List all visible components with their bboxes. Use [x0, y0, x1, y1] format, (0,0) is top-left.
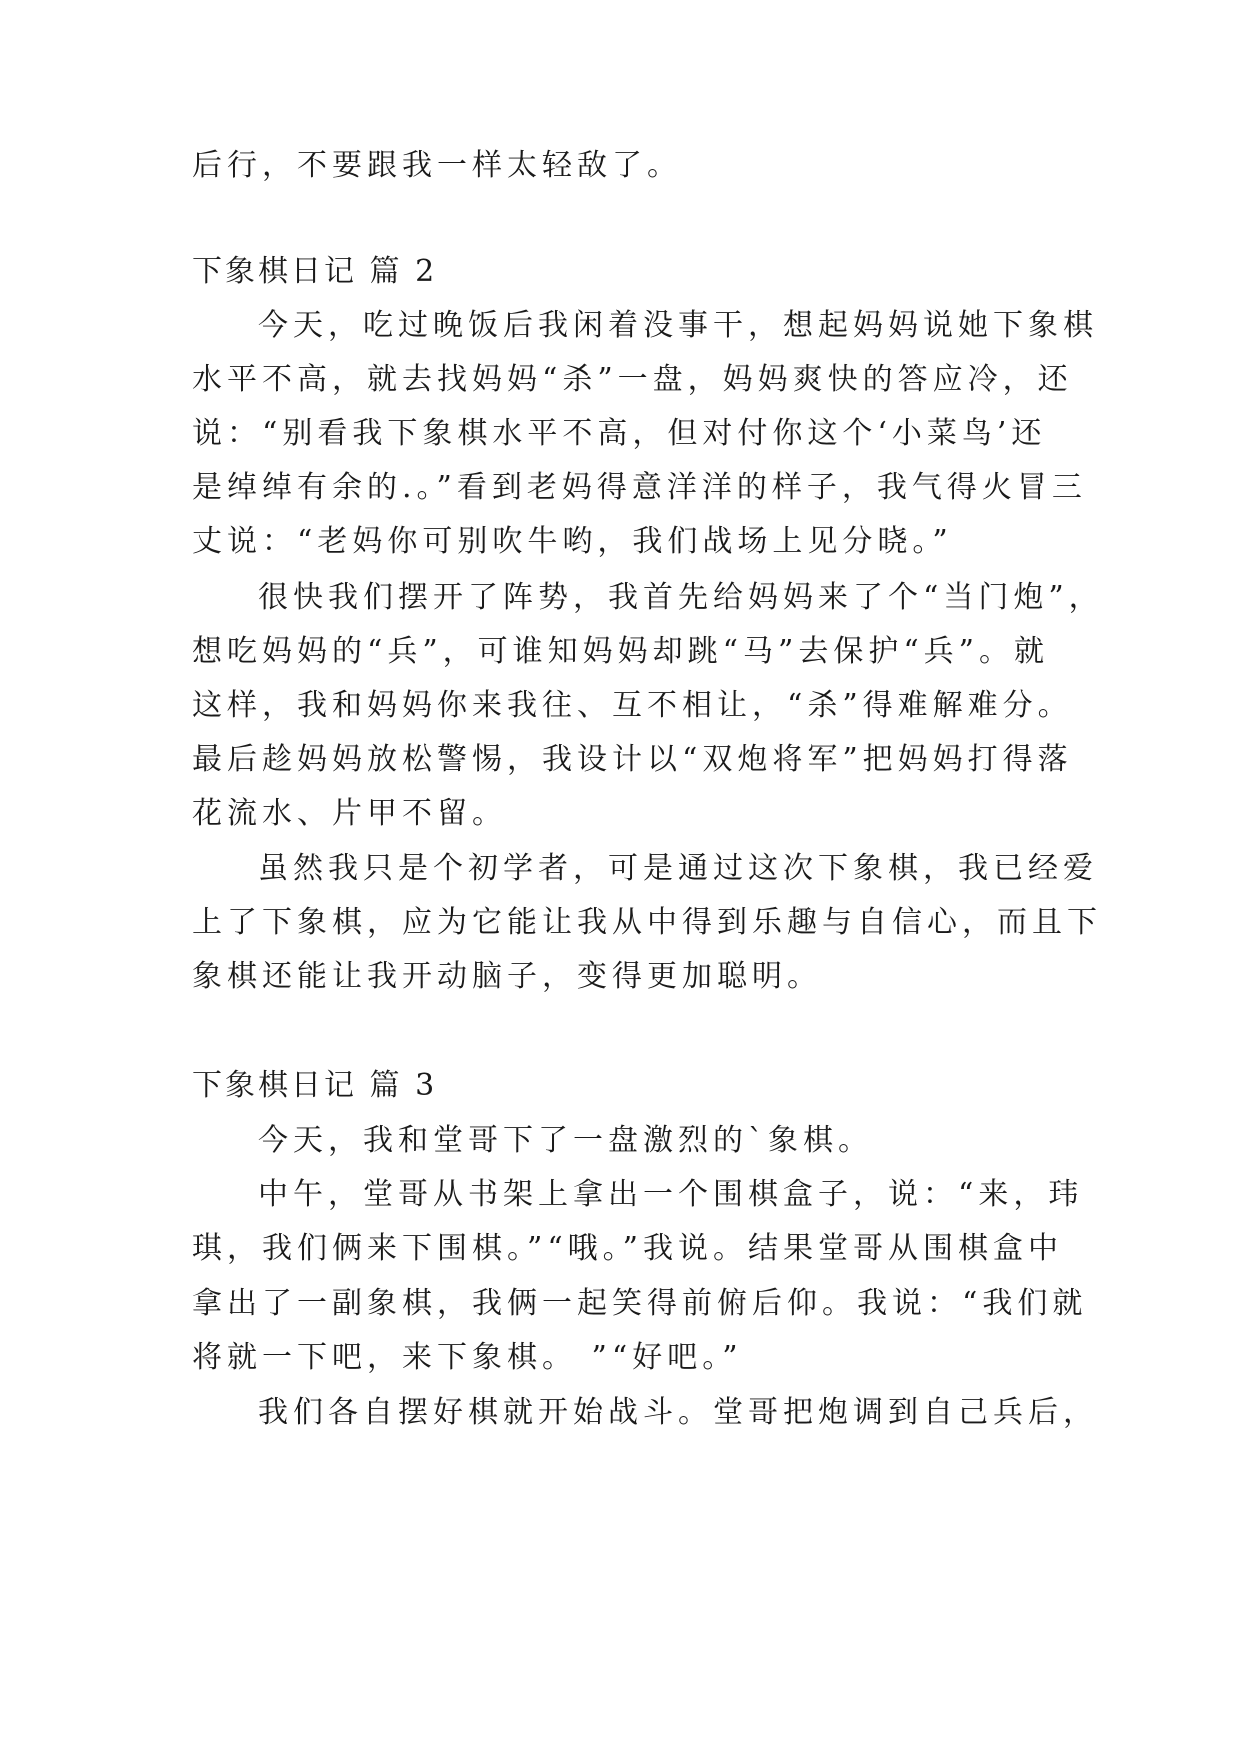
text-line: 将就一下吧，来下象棋。 ”“好吧。” [192, 1340, 743, 1375]
text-line: 琪，我们俩来下围棋。”“哦。”我说。结果堂哥从围棋盒中 [192, 1231, 1064, 1266]
text-line: 水平不高，就去找妈妈“杀”一盘，妈妈爽快的答应冷，还 [192, 362, 1073, 397]
text-line: 拿出了一副象棋，我俩一起笑得前俯后仰。我说：“我们就 [192, 1286, 1088, 1321]
section-heading: 下象棋日记 篇 2 [192, 254, 438, 289]
text-line: 虽然我只是个初学者，可是通过这次下象棋，我已经爱 [258, 851, 1098, 886]
text-line: 中午，堂哥从书架上拿出一个围棋盒子，说：“来，玮 [258, 1177, 1084, 1212]
text-line: 是绰绰有余的.。”看到老妈得意洋洋的样子，我气得火冒三 [192, 470, 1087, 505]
text-line: 今天，我和堂哥下了一盘激烈的`象棋。 [258, 1123, 873, 1158]
text-line: 后行，不要跟我一样太轻敌了。 [192, 148, 682, 183]
text-line: 想吃妈妈的“兵”，可谁知妈妈却跳“马”去保护“兵”。就 [192, 634, 1050, 669]
text-line: 这样，我和妈妈你来我往、互不相让，“杀”得难解难分。 [192, 688, 1073, 723]
section-heading: 下象棋日记 篇 3 [192, 1068, 438, 1103]
text-line: 上了下象棋，应为它能让我从中得到乐趣与自信心，而且下 [192, 905, 1102, 940]
text-line: 很快我们摆开了阵势，我首先给妈妈来了个“当门炮”， [258, 580, 1104, 615]
text-line: 说：“别看我下象棋水平不高，但对付你这个‘小菜鸟’还 [192, 416, 1047, 451]
text-line: 花流水、片甲不留。 [192, 796, 507, 831]
text-line: 丈说：“老妈你可别吹牛哟，我们战场上见分晓。” [192, 524, 953, 559]
text-line: 最后趁妈妈放松警惕，我设计以“双炮将军”把妈妈打得落 [192, 742, 1073, 777]
text-line: 象棋还能让我开动脑子，变得更加聪明。 [192, 959, 822, 994]
text-line: 我们各自摆好棋就开始战斗。堂哥把炮调到自己兵后， [258, 1395, 1098, 1430]
text-line: 今天，吃过晚饭后我闲着没事干，想起妈妈说她下象棋 [258, 308, 1098, 343]
